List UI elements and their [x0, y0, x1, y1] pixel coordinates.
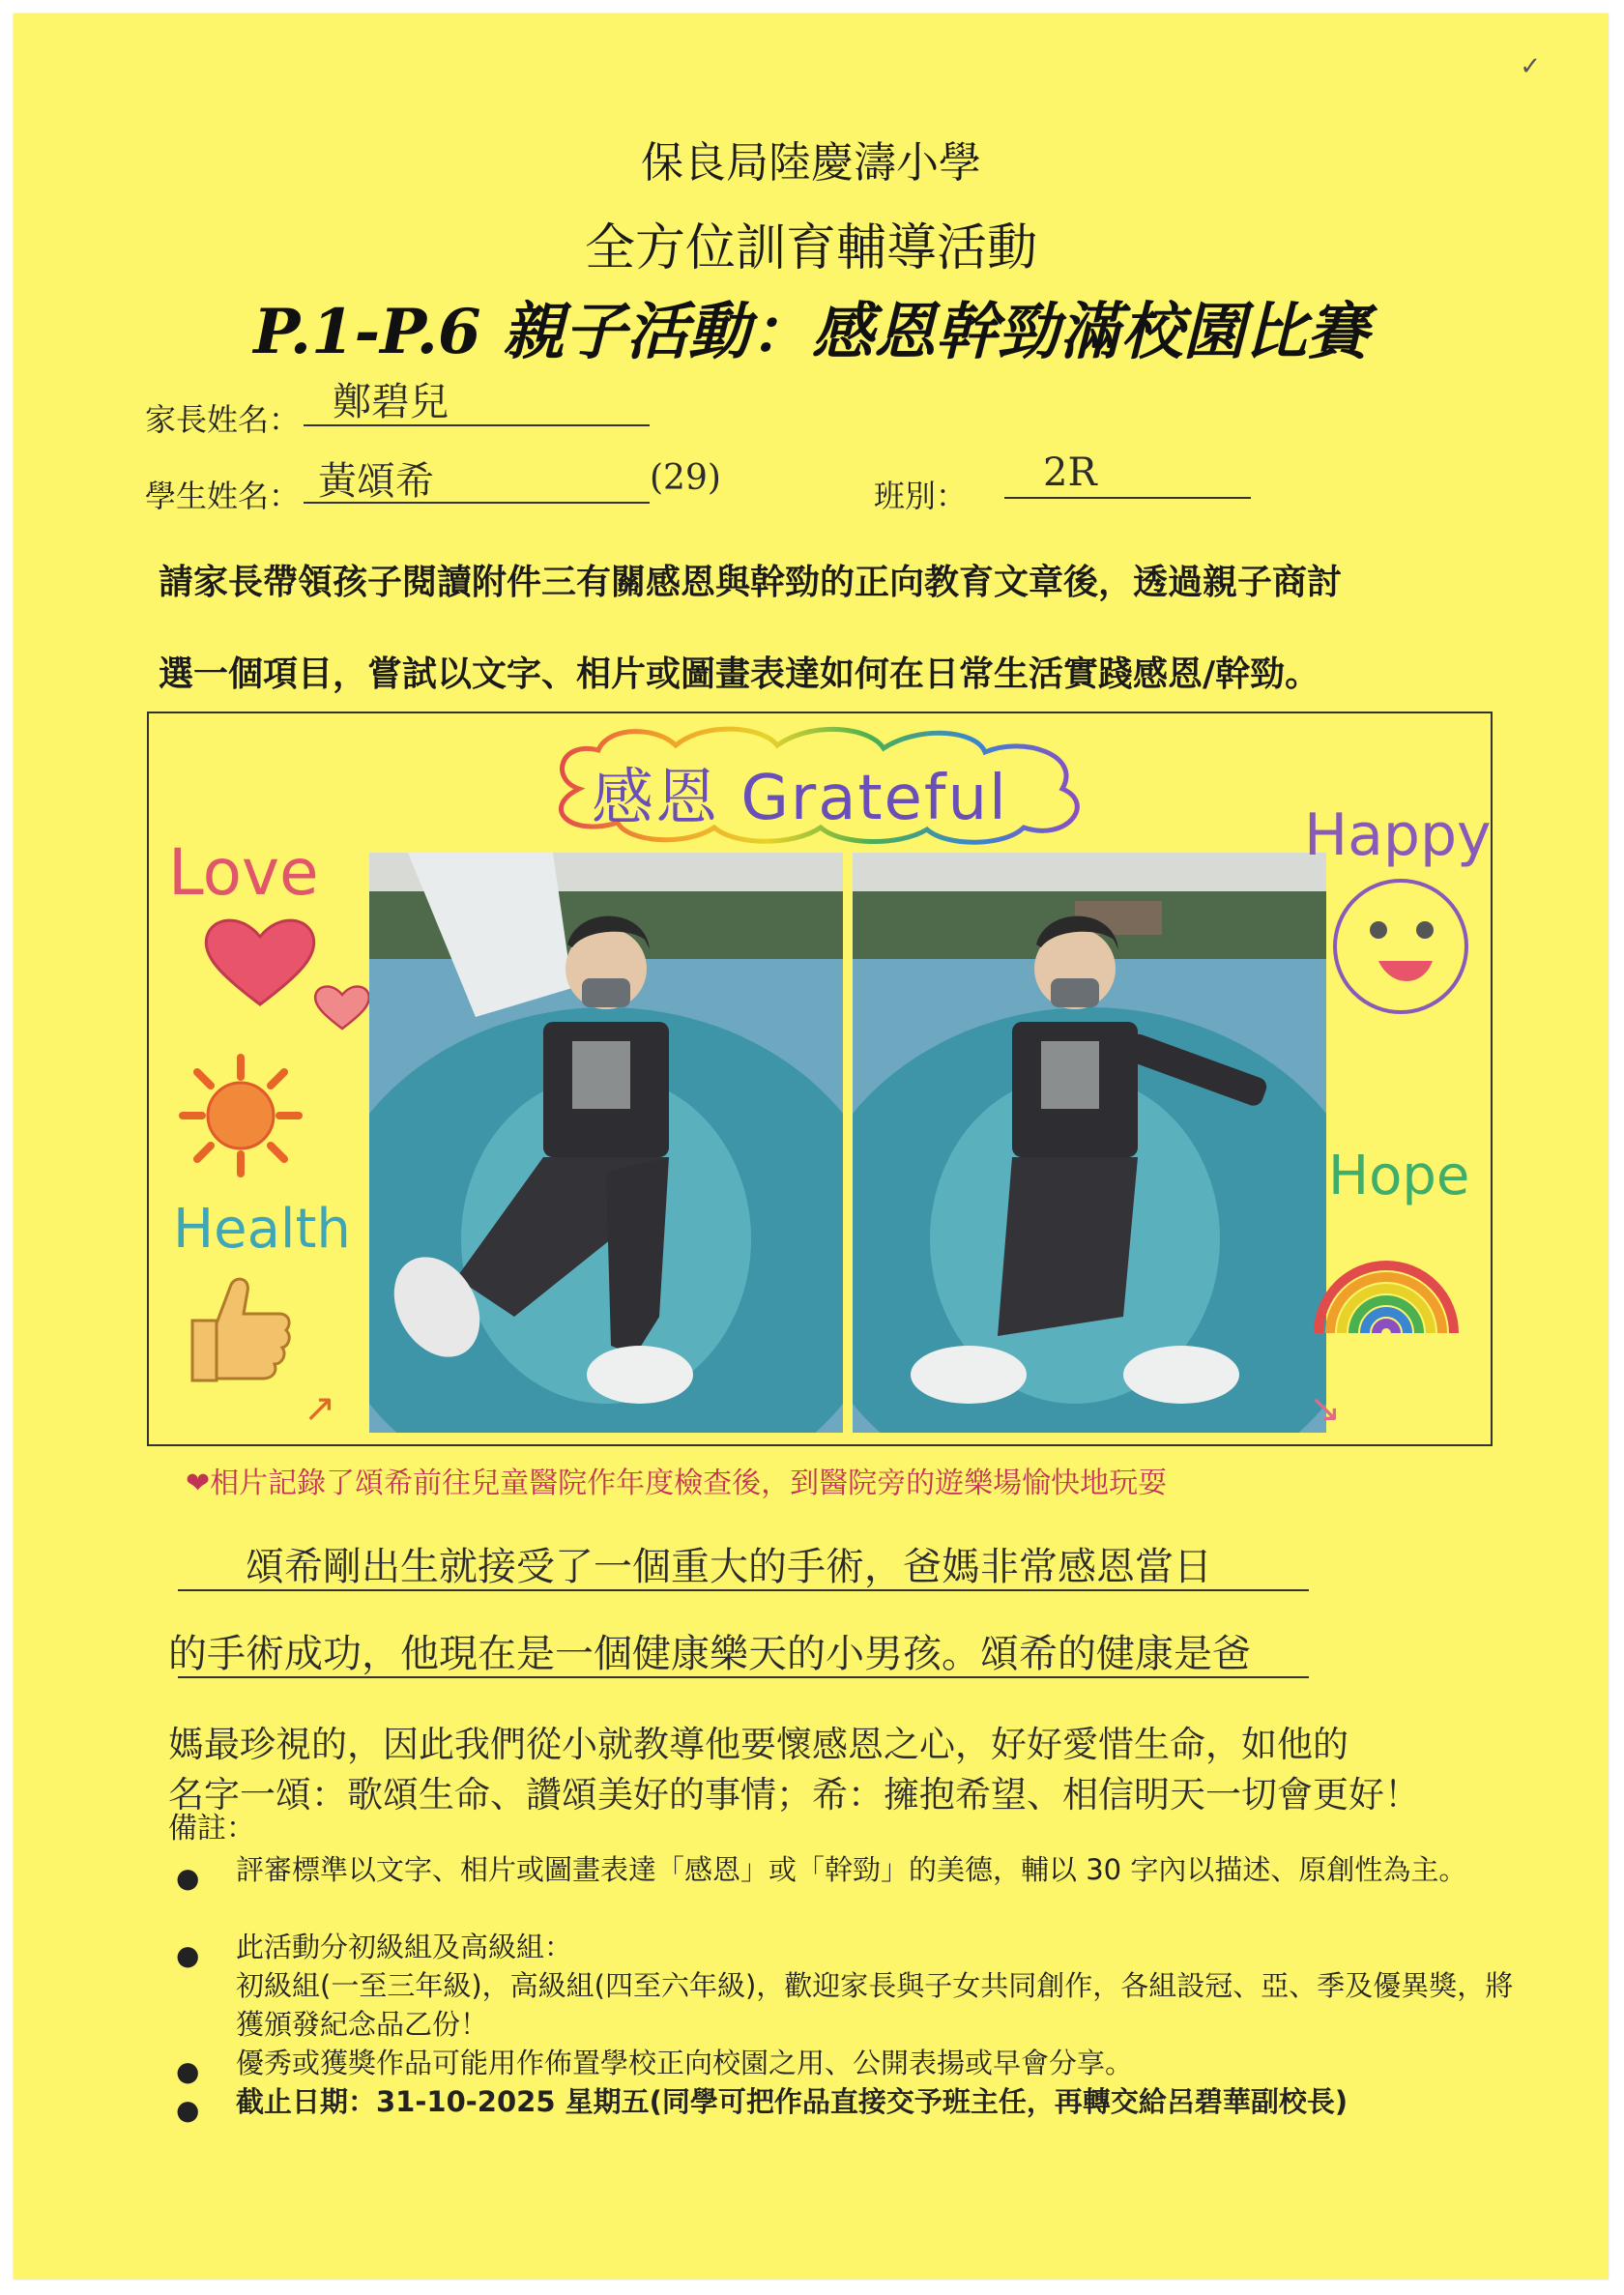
love-text: Love — [168, 835, 319, 910]
bullet-icon: ● — [176, 2094, 200, 2126]
check-mark-icon: ✓ — [1520, 52, 1541, 81]
school-name: 保良局陸慶濤小學 — [641, 138, 981, 188]
story-line-3: 媽最珍視的，因此我們從小就教導他要懷感恩之心，好好愛惜生命，如他的 — [168, 1724, 1348, 1765]
thumbs-up-icon — [188, 1270, 294, 1386]
instruction-line-2: 選一個項目，嘗試以文字、相片或圖畫表達如何在日常生活實踐感恩/幹勁。 — [159, 654, 1320, 694]
health-text: Health — [173, 1198, 351, 1261]
bullet-icon: ● — [176, 2055, 200, 2087]
student-name-label: 學生姓名： — [145, 478, 301, 514]
story-line-2: 的手術成功，他現在是一個健康樂天的小男孩。頌希的健康是爸 — [168, 1632, 1251, 1676]
remark-3: 初級組(一至三年級)，高級組(四至六年級)，歡迎家長與子女共同創作，各組設冠、亞、季及優異獎，將獲頒發紀念品乙份！ — [236, 1969, 1514, 2041]
story-line-1: 頌希剛出生就接受了一個重大的手術，爸媽非常感恩當日 — [246, 1545, 1212, 1589]
remark-4: 優秀或獲獎作品可能用作佈置學校正向校園之用、公開表揚或早會分享。 — [236, 2047, 1134, 2079]
program-title: 全方位訓育輔導活動 — [584, 219, 1037, 277]
class-underline — [1004, 497, 1251, 499]
student-number: (29) — [650, 458, 721, 498]
hope-text: Hope — [1328, 1145, 1470, 1207]
class-label: 班別： — [874, 478, 968, 514]
heart-icon — [202, 913, 318, 1009]
small-heart-icon — [313, 980, 371, 1033]
student-name-value: 黃頌希 — [318, 459, 434, 504]
photo-caption: ❤相片記錄了頌希前往兒童醫院作年度檢查後，到醫院旁的遊樂場愉快地玩耍 — [186, 1467, 1168, 1500]
paper-sheet — [14, 14, 1609, 2280]
remark-5-deadline: 截止日期：31-10-2025 星期五(同學可把作品直接交予班主任，再轉交給呂碧華副校長) — [236, 2085, 1348, 2118]
story-line-4: 名字一頌：歌頌生命、讚頌美好的事情；希：擁抱希望、相信明天一切會更好！ — [168, 1774, 1420, 1816]
smiley-face-icon — [1328, 874, 1473, 1019]
bullet-icon: ● — [176, 1862, 200, 1894]
parent-name-label: 家長姓名： — [145, 401, 301, 438]
rainbow-icon — [1309, 1241, 1464, 1338]
remarks-title: 備註： — [168, 1812, 255, 1845]
happy-text: Happy — [1304, 801, 1492, 869]
banner-text: 感恩 Grateful — [592, 763, 1008, 834]
sun-icon — [178, 1053, 304, 1178]
remark-2: 此活動分初級組及高級組： — [236, 1931, 573, 1963]
class-value: 2R — [1043, 450, 1097, 495]
remark-1: 評審標準以文字、相片或圖畫表達「感恩」或「幹勁」的美德，輔以 30 字內以描述、原創性為主。 — [236, 1853, 1467, 1886]
activity-title: P.1-P.6 親子活動：感恩幹勁滿校園比賽 — [253, 296, 1369, 368]
bullet-icon: ● — [176, 1939, 200, 1971]
left-arrow-icon: ↗ — [304, 1386, 336, 1431]
photo-right — [853, 853, 1326, 1433]
right-arrow-icon: ↘ — [1309, 1386, 1342, 1431]
photo-left — [369, 853, 843, 1433]
parent-name-value: 鄭碧兒 — [333, 380, 449, 424]
instruction-line-1: 請家長帶領孩子閱讀附件三有關感恩與幹勁的正向教育文章後，透過親子商討 — [159, 563, 1343, 602]
